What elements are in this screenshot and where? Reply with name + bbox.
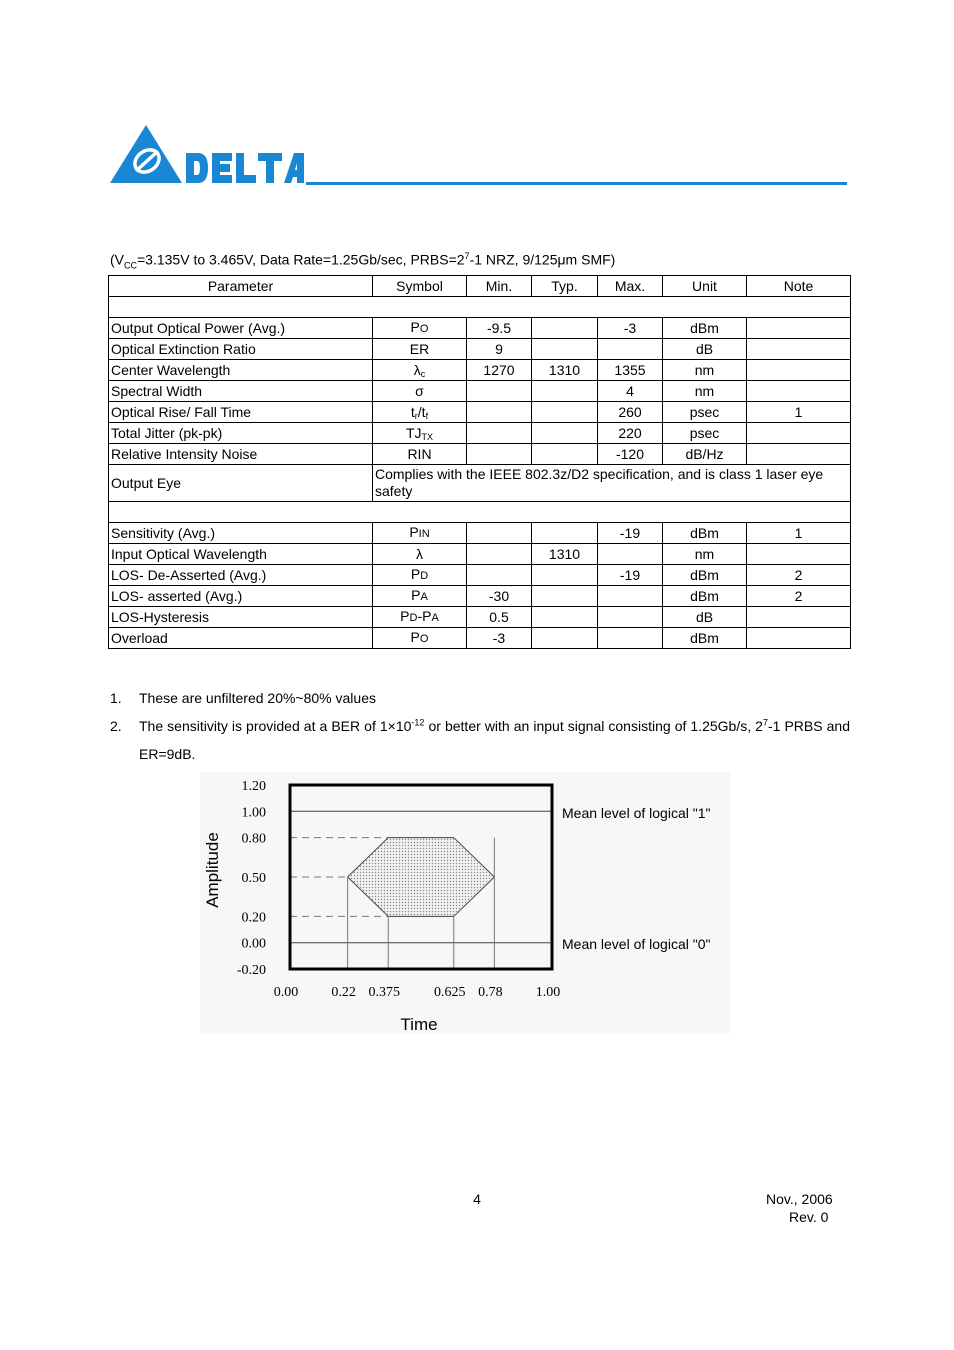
table-row xyxy=(109,586,851,607)
page-number: 4 xyxy=(473,1191,481,1207)
row-parameter: LOS-Hysteresis xyxy=(109,607,373,628)
row-symbol: λ xyxy=(373,544,467,565)
y-tick-label: 0.00 xyxy=(241,936,266,952)
row-parameter: Output Eye xyxy=(109,465,373,502)
table-row xyxy=(109,318,851,339)
output-eye-text: Complies with the IEEE 802.3z/D2 specification, and is class 1 laser eye safety xyxy=(373,465,851,502)
table-row xyxy=(109,381,851,402)
row-min: -3 xyxy=(467,628,532,649)
row-parameter: Total Jitter (pk-pk) xyxy=(109,423,373,444)
row-note xyxy=(747,339,851,360)
col-note: Note xyxy=(747,276,851,297)
row-symbol: ER xyxy=(373,339,467,360)
table-row xyxy=(109,565,851,586)
row-symbol: PO xyxy=(373,628,467,649)
row-unit: dB/Hz xyxy=(663,444,747,465)
row-unit: dB xyxy=(663,339,747,360)
row-min xyxy=(467,402,532,423)
row-max: 260 xyxy=(598,402,663,423)
row-typ xyxy=(532,402,598,423)
row-symbol: PD-PA xyxy=(373,607,467,628)
row-unit: dBm xyxy=(663,318,747,339)
receiver-section-row xyxy=(109,502,851,523)
row-parameter: Optical Extinction Ratio xyxy=(109,339,373,360)
row-max: -120 xyxy=(598,444,663,465)
y-tick-label: 1.00 xyxy=(241,805,266,821)
row-typ xyxy=(532,628,598,649)
row-symbol: σ xyxy=(373,381,467,402)
row-min: -9.5 xyxy=(467,318,532,339)
row-max xyxy=(598,339,663,360)
col-symbol: Symbol xyxy=(373,276,467,297)
row-symbol: RIN xyxy=(373,444,467,465)
row-note xyxy=(747,360,851,381)
notes-list xyxy=(110,684,850,768)
x-axis-label: Time xyxy=(400,1015,438,1034)
row-max: 220 xyxy=(598,423,663,444)
row-symbol: $\lambda_c$ xyxy=(373,360,467,381)
row-parameter: LOS- asserted (Avg.) xyxy=(109,586,373,607)
row-max: 4 xyxy=(598,381,663,402)
row-max: -19 xyxy=(598,523,663,544)
row-typ xyxy=(532,607,598,628)
col-typ: Typ. xyxy=(532,276,598,297)
table-row xyxy=(109,423,851,444)
y-tick-label: 1.20 xyxy=(241,779,266,794)
row-symbol: PIN xyxy=(373,523,467,544)
col-parameter: Parameter xyxy=(109,276,373,297)
row-symbol: PD xyxy=(373,565,467,586)
row-min: 0.5 xyxy=(467,607,532,628)
row-unit: dBm xyxy=(663,586,747,607)
row-max xyxy=(598,544,663,565)
row-note: 2 xyxy=(747,586,851,607)
row-parameter: Relative Intensity Noise xyxy=(109,444,373,465)
row-parameter: Output Optical Power (Avg.) xyxy=(109,318,373,339)
row-note xyxy=(747,444,851,465)
row-min: 1270 xyxy=(467,360,532,381)
logo-wordmark xyxy=(186,153,304,183)
col-max: Max. xyxy=(598,276,663,297)
table-row xyxy=(109,339,851,360)
row-symbol: PA xyxy=(373,586,467,607)
col-min: Min. xyxy=(467,276,532,297)
table-row xyxy=(109,544,851,565)
table-row xyxy=(109,628,851,649)
row-parameter: Input Optical Wavelength xyxy=(109,544,373,565)
row-unit: dBm xyxy=(663,523,747,544)
note-2: 2. The sensitivity is provided at a BER of $1\times 10^{-12}$ or better with an input signal consisting of 1.25Gb/s, $2^7-1$ PRBS and ER=9dB. xyxy=(110,717,850,762)
row-typ xyxy=(532,381,598,402)
label-logical-one: Mean level of logical "1" xyxy=(562,805,711,821)
row-min xyxy=(467,565,532,586)
row-min xyxy=(467,523,532,544)
x-tick-label: 1.00 xyxy=(535,985,561,1000)
row-unit: psec xyxy=(663,402,747,423)
row-max xyxy=(598,607,663,628)
row-unit: nm xyxy=(663,544,747,565)
row-unit: nm xyxy=(663,381,747,402)
x-tick-label: 0.625 xyxy=(434,985,466,1000)
table-header-row xyxy=(109,276,851,297)
row-typ: 1310 xyxy=(532,360,598,381)
output-eye-row xyxy=(109,465,851,502)
row-typ xyxy=(532,423,598,444)
row-note xyxy=(747,381,851,402)
row-typ xyxy=(532,318,598,339)
row-note xyxy=(747,544,851,565)
row-typ xyxy=(532,523,598,544)
table-row xyxy=(109,523,851,544)
row-note: 1 xyxy=(747,523,851,544)
row-unit: nm xyxy=(663,360,747,381)
row-parameter: Overload xyxy=(109,628,373,649)
row-max: 1355 xyxy=(598,360,663,381)
x-tick-label: 0.00 xyxy=(273,985,299,1000)
row-unit: dB xyxy=(663,607,747,628)
row-typ: 1310 xyxy=(532,544,598,565)
row-min: -30 xyxy=(467,586,532,607)
header-rule xyxy=(306,182,847,185)
optical-spec-table xyxy=(108,275,851,649)
y-tick-label: -0.20 xyxy=(236,963,266,978)
row-min xyxy=(467,444,532,465)
footer-date: Nov., 2006 xyxy=(766,1191,833,1207)
row-parameter: LOS- De-Asserted (Avg.) xyxy=(109,565,373,586)
table-row xyxy=(109,444,851,465)
row-parameter: Spectral Width xyxy=(109,381,373,402)
row-parameter: Optical Rise/ Fall Time xyxy=(109,402,373,423)
x-tick-label: 0.22 xyxy=(331,985,356,1000)
test-conditions: ($V_{CC}=3.135V$ to 3.465V, Data Rate=1.25Gb/sec, $PRBS=2^7-1$ NRZ, 9/125μm SMF) xyxy=(110,251,616,271)
row-parameter: Sensitivity (Avg.) xyxy=(109,523,373,544)
x-tick-label: 0.78 xyxy=(478,985,503,1000)
row-typ xyxy=(532,586,598,607)
row-min xyxy=(467,381,532,402)
note-1: 1. These are unfiltered 20%~80% values xyxy=(110,690,376,706)
row-typ xyxy=(532,565,598,586)
eye-mask-diagram xyxy=(200,772,730,1034)
table-row xyxy=(109,607,851,628)
delta-logo xyxy=(110,123,306,185)
row-min: 9 xyxy=(467,339,532,360)
y-tick-label: 0.80 xyxy=(241,831,266,847)
row-max xyxy=(598,586,663,607)
col-unit: Unit xyxy=(663,276,747,297)
row-max: -19 xyxy=(598,565,663,586)
label-logical-zero: Mean level of logical "0" xyxy=(562,936,711,952)
row-unit: dBm xyxy=(663,565,747,586)
footer-revision: Rev. 0 xyxy=(789,1209,829,1225)
row-max xyxy=(598,628,663,649)
row-symbol: $TJ_{TX}$ xyxy=(373,423,467,444)
row-unit: psec xyxy=(663,423,747,444)
row-symbol: $t_r/t_f$ xyxy=(373,402,467,423)
row-note xyxy=(747,628,851,649)
table-row xyxy=(109,360,851,381)
row-typ xyxy=(532,444,598,465)
row-note: 1 xyxy=(747,402,851,423)
table-row xyxy=(109,402,851,423)
row-unit: dBm xyxy=(663,628,747,649)
row-min xyxy=(467,423,532,444)
y-tick-label: 0.50 xyxy=(241,871,266,886)
row-note: 2 xyxy=(747,565,851,586)
y-axis-label: Amplitude xyxy=(203,832,222,908)
row-note xyxy=(747,423,851,444)
row-parameter: Center Wavelength xyxy=(109,360,373,381)
x-tick-label: 0.375 xyxy=(368,985,400,1000)
row-typ xyxy=(532,339,598,360)
row-note xyxy=(747,607,851,628)
row-min xyxy=(467,544,532,565)
transmitter-section-row xyxy=(109,297,851,318)
logo-triangle xyxy=(110,125,182,183)
y-tick-label: 0.20 xyxy=(241,910,266,926)
row-max: -3 xyxy=(598,318,663,339)
row-symbol: PO xyxy=(373,318,467,339)
row-note xyxy=(747,318,851,339)
